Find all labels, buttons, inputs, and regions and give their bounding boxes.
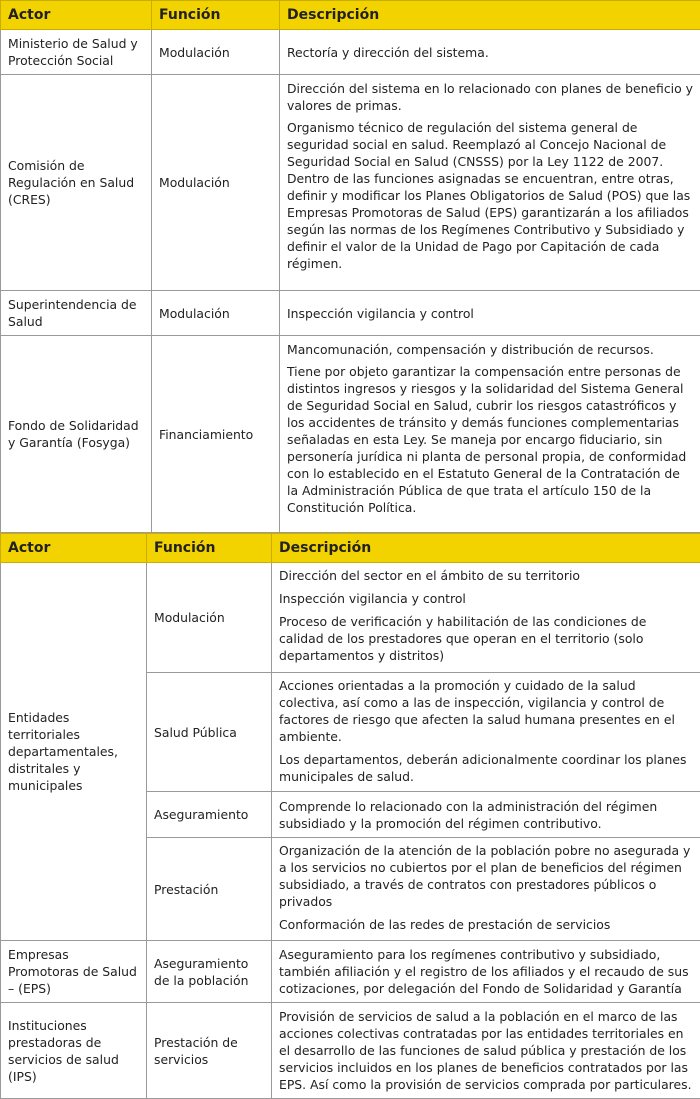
descripcion-text: Aseguramiento para los regímenes contributivo y subsidiado, también afiliación y el registro de los afiliados y el recaudo de sus cotizaciones, por delegación del Fondo de Solidaridad y Garantía bbox=[279, 946, 693, 997]
descripcion-text: Los departamentos, deberán adicionalmente coordinar los planes municipales de salud. bbox=[279, 751, 693, 785]
descripcion-cell bbox=[272, 673, 700, 792]
table-row bbox=[1, 75, 700, 291]
descripcion-text: Conformación de las redes de prestación de servicios bbox=[279, 916, 693, 933]
actor-cell: Superintendencia de Salud bbox=[1, 291, 152, 336]
descripcion-cell bbox=[272, 941, 700, 1003]
descripcion-cell bbox=[280, 30, 700, 75]
actor-cell: Comisión de Regulación en Salud (CRES) bbox=[1, 75, 152, 291]
descripcion-text: Proceso de verificación y habilitación de las condiciones de calidad de los prestadores que operan en el territorio (solo departamentos y distritos) bbox=[279, 613, 693, 664]
header-actor: Actor bbox=[1, 534, 147, 563]
funcion-cell: Modulación bbox=[152, 30, 280, 75]
descripcion-text: Tiene por objeto garantizar la compensación entre personas de distintos ingresos y riesgos y la solidaridad del Sistema General de Seguridad Social en Salud, cubrir los riesgos catastróficos y los accidentes de tránsito y demás funciones complementarias señaladas en esta Ley. Se maneja por encargo fiduciario, sin personería jurídica ni planta de personal propia, de conformidad con lo establecido en el Estatuto General de la Contratación de la Administración Pública de que trata el artículo 150 de la Constitución Política. bbox=[287, 363, 693, 516]
funcion-cell: Aseguramiento bbox=[147, 792, 272, 838]
actor-cell: Entidades territoriales departamentales, distritales y municipales bbox=[1, 563, 147, 941]
descripcion-cell bbox=[280, 75, 700, 291]
table-row bbox=[1, 30, 700, 75]
actors-table-1 bbox=[0, 0, 700, 533]
descripcion-text: Inspección vigilancia y control bbox=[279, 590, 693, 607]
funcion-cell: Modulación bbox=[152, 291, 280, 336]
funcion-cell: Aseguramiento de la población bbox=[147, 941, 272, 1003]
actor-cell: Ministerio de Salud y Protección Social bbox=[1, 30, 152, 75]
table-row bbox=[1, 291, 700, 336]
descripcion-text: Organismo técnico de regulación del sistema general de seguridad social en salud. Reemplazó al Concejo Nacional de Seguridad Social en Salud (CNSSS) por la Ley 1122 de 2007. Dentro de las funciones asignadas se encuentran, entre otras, definir y modificar los Planes Obligatorios de Salud (POS) que las Empresas Promotoras de Salud (EPS) garantizarán a los afiliados según las normas de los Regímenes Contributivo y Subsidiado y definir el valor de la Unidad de Pago por Capitación de cada régimen. bbox=[287, 119, 693, 272]
actors-table-2 bbox=[0, 533, 700, 1099]
descripcion-cell bbox=[272, 838, 700, 941]
header-funcion: Función bbox=[147, 534, 272, 563]
table-row bbox=[1, 336, 700, 533]
funcion-cell: Prestación de servicios bbox=[147, 1003, 272, 1099]
funcion-cell: Modulación bbox=[147, 563, 272, 673]
descripcion-cell bbox=[272, 563, 700, 673]
table-row bbox=[1, 941, 700, 1003]
descripcion-text: Rectoría y dirección del sistema. bbox=[287, 44, 693, 61]
descripcion-text: Organización de la atención de la población pobre no asegurada y a los servicios no cubiertos por el plan de beneficios del régimen subsidiado, a través de contratos con prestadores públicos o privados bbox=[279, 842, 693, 910]
funcion-cell: Modulación bbox=[152, 75, 280, 291]
descripcion-text: Dirección del sistema en lo relacionado con planes de beneficio y valores de primas. bbox=[287, 80, 693, 114]
descripcion-text: Mancomunación, compensación y distribución de recursos. bbox=[287, 341, 693, 358]
descripcion-cell bbox=[280, 336, 700, 533]
actor-cell: Instituciones prestadoras de servicios de salud (IPS) bbox=[1, 1003, 147, 1099]
header-descripcion: Descripción bbox=[280, 1, 700, 30]
descripcion-cell bbox=[272, 1003, 700, 1099]
table-header-row bbox=[1, 534, 700, 563]
descripcion-text: Inspección vigilancia y control bbox=[287, 305, 693, 322]
funcion-cell: Prestación bbox=[147, 838, 272, 941]
descripcion-cell bbox=[280, 291, 700, 336]
header-funcion: Función bbox=[152, 1, 280, 30]
table-header-row bbox=[1, 1, 700, 30]
actor-cell: Fondo de Solidaridad y Garantía (Fosyga) bbox=[1, 336, 152, 533]
header-descripcion: Descripción bbox=[272, 534, 700, 563]
table-row bbox=[1, 1003, 700, 1099]
descripcion-text: Comprende lo relacionado con la administración del régimen subsidiado y la promoción del régimen contributivo. bbox=[279, 798, 693, 832]
header-actor: Actor bbox=[1, 1, 152, 30]
descripcion-cell bbox=[272, 792, 700, 838]
actor-cell: Empresas Promotoras de Salud – (EPS) bbox=[1, 941, 147, 1003]
descripcion-text: Acciones orientadas a la promoción y cuidado de la salud colectiva, así como a las de inspección, vigilancia y control de factores de riesgo que afecten la salud humana presentes en el ambiente. bbox=[279, 677, 693, 745]
funcion-cell: Financiamiento bbox=[152, 336, 280, 533]
descripcion-text: Provisión de servicios de salud a la población en el marco de las acciones colectivas contratadas por las entidades territoriales en el desarrollo de las funciones de salud pública y prestación de los servicios incluidos en los planes de beneficios contratados por las EPS. Así como la provisión de servicios comprada por particulares. bbox=[279, 1008, 693, 1093]
funcion-cell: Salud Pública bbox=[147, 673, 272, 792]
descripcion-text: Dirección del sector en el ámbito de su territorio bbox=[279, 567, 693, 584]
table-row bbox=[1, 563, 700, 673]
